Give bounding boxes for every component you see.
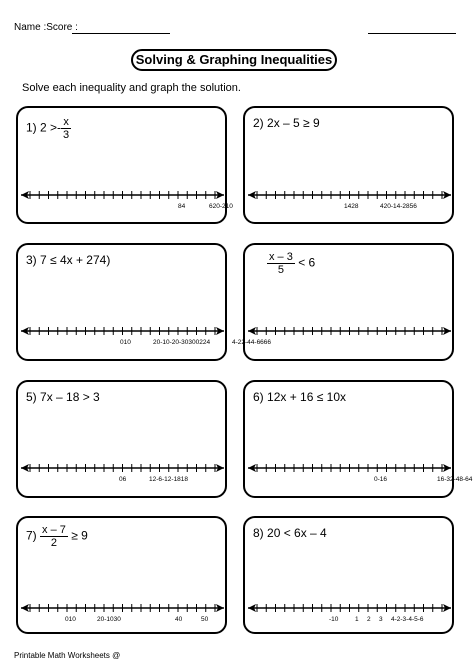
tick-label: -10 [329,616,339,623]
problem-box-8 [243,516,454,634]
tick-label: 620-210 [209,203,233,210]
worksheet-title: Solving & Graphing Inequalities [131,49,337,71]
problem-6-label [253,390,346,404]
problem-box-5 [16,380,227,498]
problem-box-6 [243,380,473,498]
tick-label: 4-22-44-6666 [232,339,272,346]
problem-box-4 [232,243,454,361]
problem-8-label [253,526,327,540]
problem-4-label [267,251,315,276]
number-line [247,324,452,338]
fraction-denominator: 5 [277,264,284,276]
tick-label: 40 [175,616,183,623]
problem-box-7 [16,516,227,634]
fraction-denominator: 2 [50,537,57,549]
tick-label: 20-10-20-30300224 [153,339,211,346]
problem-expression: 20 < 6x – 4 [267,526,327,540]
problem-number: 8) [253,526,264,540]
fraction [267,251,295,276]
problem-number: 7) [26,528,37,543]
tick-label: 50 [201,616,209,623]
number-line [247,461,452,475]
fraction-numerator: x – 3 [269,251,293,263]
tick-label: 16-32-48-64 [437,476,473,483]
name-blank-line [72,33,170,34]
problem-box-1 [16,106,233,224]
score-blank-line [368,33,456,34]
tick-label: 010 [120,339,131,346]
fraction [40,524,68,549]
name-score-label: Name :Score : [14,22,78,33]
tick-label: 0-16 [374,476,388,483]
number-line [20,188,225,202]
fraction-numerator: x [61,116,71,129]
problem-expression: 7 ≤ 4x + 274) [40,253,111,267]
footer-credit: Printable Math Worksheets @ [14,651,121,660]
problem-number: 6) [253,390,264,404]
problem-box-3 [16,243,227,361]
problem-expression: 2 >- [40,120,62,135]
problem-2-label [253,116,320,130]
problem-expression: ≥ 9 [71,528,88,543]
problem-7-label [26,524,88,549]
tick-label: 010 [65,616,76,623]
problem-box-2 [243,106,454,224]
tick-label: 06 [119,476,127,483]
problem-number: 2) [253,116,264,130]
fraction-numerator: x – 7 [42,524,66,536]
problem-number: 1) [26,120,37,135]
number-line [20,601,225,615]
problem-number: 5) [26,390,37,404]
instructions: Solve each inequality and graph the solution. [22,82,241,94]
number-line [20,324,225,338]
problem-5-label [26,390,100,404]
tick-label: 12-6-12-1818 [149,476,189,483]
tick-label: 2 [367,616,371,623]
number-line [20,461,225,475]
number-line [247,601,452,615]
problem-number: 3) [26,253,37,267]
fraction [61,116,71,141]
problem-1-label [26,116,71,141]
number-line [247,188,452,202]
tick-label: 3 [379,616,383,623]
tick-label: 420-14-2856 [380,203,417,210]
fraction-denominator: 3 [63,129,70,141]
tick-label: 4-2-3-4-5-6 [391,616,424,623]
tick-label: 1 [355,616,359,623]
tick-label: 20-1030 [97,616,121,623]
problem-3-label [26,253,110,267]
problem-expression: 7x – 18 > 3 [40,390,100,404]
problem-expression: 2x – 5 ≥ 9 [267,116,320,130]
tick-label: 84 [178,203,186,210]
tick-label: 1428 [344,203,359,210]
problem-expression: < 6 [298,255,316,270]
problem-expression: 12x + 16 ≤ 10x [267,390,346,404]
